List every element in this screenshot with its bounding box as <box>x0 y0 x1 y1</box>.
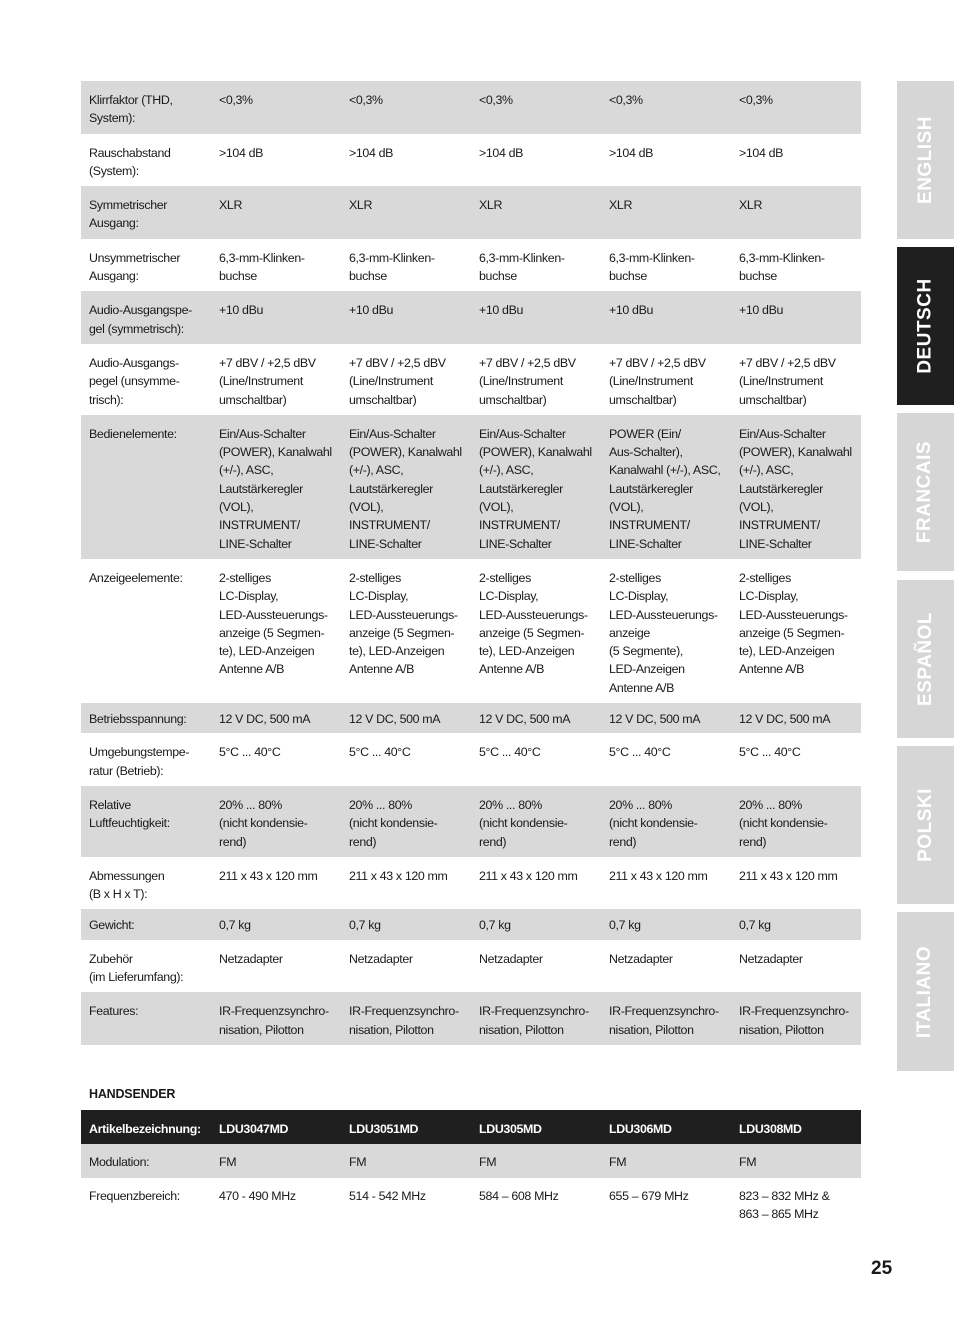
row-value: 20% ... 80% (nicht kondensie- rend) <box>341 786 471 857</box>
row-value: 5°C ... 40°C <box>601 733 731 786</box>
row-value: XLR <box>341 186 471 239</box>
header-label: Artikelbezeichnung: <box>81 1110 211 1144</box>
row-value: IR-Frequenzsynchro- nisation, Pilotton <box>471 992 601 1045</box>
row-value: 655 – 679 MHz <box>609 1188 689 1203</box>
row-value: +7 dBV / +2,5 dBV (Line/Instrument umschaltbar) <box>601 344 731 415</box>
table-row <box>81 134 861 187</box>
table-row <box>81 940 861 993</box>
row-value: +10 dBu <box>211 291 341 344</box>
row-value: 0,7 kg <box>341 909 471 939</box>
row-value: FM <box>211 1144 341 1177</box>
row-label: Zubehör (im Lieferumfang): <box>81 940 211 993</box>
table-row <box>81 415 861 559</box>
row-value: 6,3-mm-Klinken- buchse <box>341 239 471 292</box>
table-row <box>81 909 861 939</box>
row-value: 2-stelliges LC-Display, LED-Aussteuerungs- anzeige (5 Segmen- te), LED-Anzeigen Antenne A/B <box>471 559 601 703</box>
row-label: Bedienelemente: <box>81 415 211 559</box>
row-value: Ein/Aus-Schalter (POWER), Kanalwahl (+/-), ASC, Lautstärkeregler (VOL), INSTRUMENT/ LINE-Schalter <box>211 415 341 559</box>
row-value: 6,3-mm-Klinken- buchse <box>211 239 341 292</box>
row-label: Features: <box>81 992 211 1045</box>
row-value: 0,7 kg <box>471 909 601 939</box>
row-value: IR-Frequenzsynchro- nisation, Pilotton <box>731 992 861 1045</box>
row-value: 6,3-mm-Klinken- buchse <box>731 239 861 292</box>
row-value: Netzadapter <box>211 940 341 993</box>
row-value: +10 dBu <box>601 291 731 344</box>
row-value: Netzadapter <box>601 940 731 993</box>
handsender-table <box>81 1110 861 1229</box>
row-value: +10 dBu <box>471 291 601 344</box>
tab-francais-label: FRANCAIS <box>914 440 936 544</box>
row-label: Modulation: <box>81 1144 211 1177</box>
row-label: Frequenzbereich: <box>89 1188 180 1203</box>
row-value: <0,3% <box>601 81 731 134</box>
row-label: Betriebsspannung: <box>81 703 211 733</box>
row-value: +7 dBV / +2,5 dBV (Line/Instrument umschaltbar) <box>341 344 471 415</box>
row-value: <0,3% <box>211 81 341 134</box>
row-value: >104 dB <box>471 134 601 187</box>
row-value: 0,7 kg <box>601 909 731 939</box>
row-value: 2-stelliges LC-Display, LED-Aussteuerungs- anzeige (5 Segmen- te), LED-Anzeigen Antenne A/B <box>341 559 471 703</box>
table-row <box>81 786 861 857</box>
table-row <box>81 1178 861 1230</box>
table-row <box>81 291 861 344</box>
row-value: 6,3-mm-Klinken- buchse <box>601 239 731 292</box>
row-value: 12 V DC, 500 mA <box>471 703 601 733</box>
row-label: Unsymmetrischer Ausgang: <box>81 239 211 292</box>
row-value: IR-Frequenzsynchro- nisation, Pilotton <box>211 992 341 1045</box>
row-value: >104 dB <box>731 134 861 187</box>
row-value: 12 V DC, 500 mA <box>601 703 731 733</box>
row-value: XLR <box>211 186 341 239</box>
row-label: Relative Luftfeuchtigkeit: <box>81 786 211 857</box>
row-value: 211 x 43 x 120 mm <box>601 857 731 910</box>
row-value: +10 dBu <box>341 291 471 344</box>
row-value: 12 V DC, 500 mA <box>341 703 471 733</box>
table-row <box>81 81 861 134</box>
row-value: 514 - 542 MHz <box>349 1188 426 1203</box>
row-value: 5°C ... 40°C <box>341 733 471 786</box>
row-value: >104 dB <box>341 134 471 187</box>
row-value: 6,3-mm-Klinken- buchse <box>471 239 601 292</box>
tab-english[interactable] <box>897 81 954 239</box>
tab-polski[interactable] <box>897 746 954 904</box>
row-value: XLR <box>731 186 861 239</box>
row-label: Abmessungen (B x H x T): <box>81 857 211 910</box>
tab-espanol[interactable] <box>897 580 954 738</box>
section-title-handsender: HANDSENDER <box>89 1087 176 1101</box>
row-value: 2-stelliges LC-Display, LED-Aussteuerungs- anzeige (5 Segmente), LED-Anzeigen Antenne A/B <box>601 559 731 703</box>
table-row <box>81 559 861 703</box>
row-value: Ein/Aus-Schalter (POWER), Kanalwahl (+/-), ASC, Lautstärkeregler (VOL), INSTRUMENT/ LINE-Schalter <box>471 415 601 559</box>
row-value: <0,3% <box>471 81 601 134</box>
row-value: 12 V DC, 500 mA <box>211 703 341 733</box>
row-value: 5°C ... 40°C <box>211 733 341 786</box>
row-value: 0,7 kg <box>731 909 861 939</box>
row-value: <0,3% <box>731 81 861 134</box>
row-value: IR-Frequenzsynchro- nisation, Pilotton <box>601 992 731 1045</box>
row-value: 12 V DC, 500 mA <box>731 703 861 733</box>
tab-deutsch[interactable] <box>897 247 954 405</box>
row-label: Anzeigeelemente: <box>81 559 211 703</box>
table-row <box>81 857 861 910</box>
row-value: Ein/Aus-Schalter (POWER), Kanalwahl (+/-), ASC, Lautstärkeregler (VOL), INSTRUMENT/ LINE-Schalter <box>731 415 861 559</box>
row-value: FM <box>731 1144 861 1177</box>
row-value: IR-Frequenzsynchro- nisation, Pilotton <box>341 992 471 1045</box>
row-label: Gewicht: <box>81 909 211 939</box>
row-label: Rauschabstand (System): <box>81 134 211 187</box>
row-value: Netzadapter <box>471 940 601 993</box>
row-value: +7 dBV / +2,5 dBV (Line/Instrument umschaltbar) <box>471 344 601 415</box>
row-value: 5°C ... 40°C <box>471 733 601 786</box>
row-value: 584 – 608 MHz <box>479 1188 559 1203</box>
row-value: 5°C ... 40°C <box>731 733 861 786</box>
tab-espanol-label: ESPAÑOL <box>914 612 936 706</box>
row-value: 20% ... 80% (nicht kondensie- rend) <box>211 786 341 857</box>
row-value: >104 dB <box>211 134 341 187</box>
row-label: Umgebungstempe- ratur (Betrieb): <box>81 733 211 786</box>
row-value: 470 - 490 MHz <box>219 1188 296 1203</box>
row-value: FM <box>601 1144 731 1177</box>
row-value: XLR <box>471 186 601 239</box>
header-model: LDU306MD <box>601 1110 731 1144</box>
table-row <box>81 344 861 415</box>
tab-italiano[interactable] <box>897 912 954 1071</box>
row-value: POWER (Ein/ Aus-Schalter), Kanalwahl (+/-), ASC, Lautstärkeregler (VOL), INSTRUMENT/ LINE-Schalter <box>601 415 731 559</box>
row-value: FM <box>471 1144 601 1177</box>
table-row <box>81 733 861 786</box>
row-value: Ein/Aus-Schalter (POWER), Kanalwahl (+/-), ASC, Lautstärkeregler (VOL), INSTRUMENT/ LINE-Schalter <box>341 415 471 559</box>
table-row <box>81 239 861 292</box>
tab-polski-label: POLSKI <box>914 788 936 862</box>
tab-italiano-label: ITALIANO <box>914 945 936 1038</box>
row-value: +10 dBu <box>731 291 861 344</box>
table-row <box>81 1144 861 1177</box>
row-label: Klirrfaktor (THD, System): <box>81 81 211 134</box>
row-label: Symmetrischer Ausgang: <box>81 186 211 239</box>
row-value: +7 dBV / +2,5 dBV (Line/Instrument umschaltbar) <box>731 344 861 415</box>
header-model: LDU3051MD <box>341 1110 471 1144</box>
row-value: 211 x 43 x 120 mm <box>731 857 861 910</box>
header-model: LDU3047MD <box>211 1110 341 1144</box>
row-value: 823 – 832 MHz & 863 – 865 MHz <box>739 1188 830 1221</box>
row-value: Netzadapter <box>341 940 471 993</box>
row-value: 2-stelliges LC-Display, LED-Aussteuerungs- anzeige (5 Segmen- te), LED-Anzeigen Antenne A/B <box>211 559 341 703</box>
row-value: XLR <box>601 186 731 239</box>
row-value: <0,3% <box>341 81 471 134</box>
row-value: 211 x 43 x 120 mm <box>341 857 471 910</box>
row-value: 2-stelliges LC-Display, LED-Aussteuerungs- anzeige (5 Segmen- te), LED-Anzeigen Antenne A/B <box>731 559 861 703</box>
table-row <box>81 186 861 239</box>
row-value: >104 dB <box>601 134 731 187</box>
row-value: +7 dBV / +2,5 dBV (Line/Instrument umschaltbar) <box>211 344 341 415</box>
specifications-table <box>81 81 861 1045</box>
table-row <box>81 992 861 1045</box>
table-row <box>81 703 861 733</box>
header-model: LDU308MD <box>731 1110 861 1144</box>
table-header-row <box>81 1110 861 1144</box>
row-value: 20% ... 80% (nicht kondensie- rend) <box>471 786 601 857</box>
row-value: 20% ... 80% (nicht kondensie- rend) <box>601 786 731 857</box>
header-model: LDU305MD <box>471 1110 601 1144</box>
row-value: FM <box>341 1144 471 1177</box>
row-value: 20% ... 80% (nicht kondensie- rend) <box>731 786 861 857</box>
row-value: 211 x 43 x 120 mm <box>471 857 601 910</box>
row-label: Audio-Ausgangs- pegel (unsymme- trisch): <box>81 344 211 415</box>
row-value: 0,7 kg <box>211 909 341 939</box>
row-label: Audio-Ausgangspe- gel (symmetrisch): <box>81 291 211 344</box>
tab-english-label: ENGLISH <box>914 116 936 204</box>
page-number: 25 <box>871 1258 893 1279</box>
tab-francais[interactable] <box>897 413 954 571</box>
row-value: Netzadapter <box>731 940 861 993</box>
row-value: 211 x 43 x 120 mm <box>211 857 341 910</box>
tab-deutsch-label: DEUTSCH <box>914 278 936 374</box>
